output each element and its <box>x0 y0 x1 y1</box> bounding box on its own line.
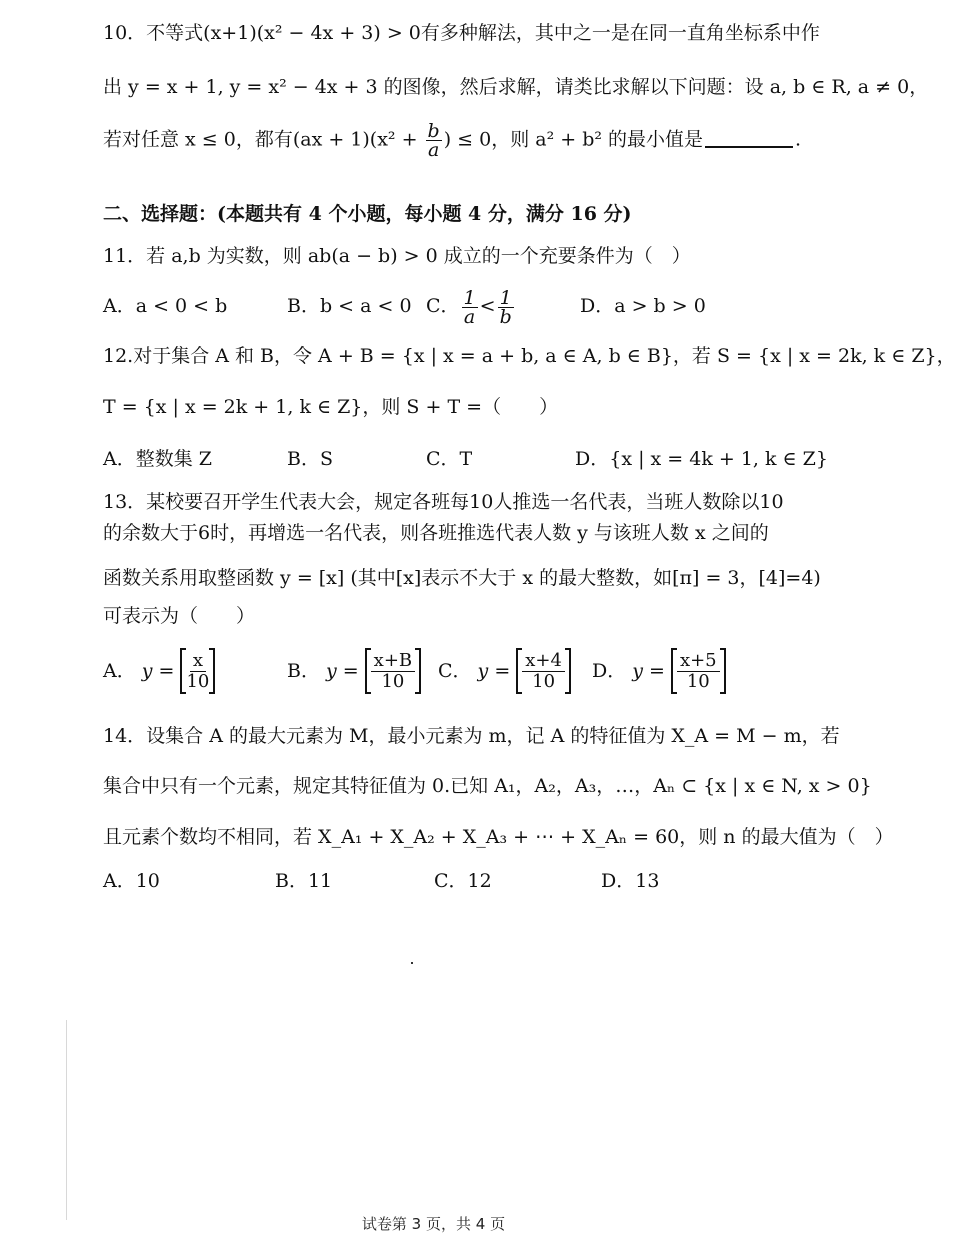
q13-option-d-num: x+5 <box>677 651 720 672</box>
q14-option-a[interactable]: A．10 <box>103 870 160 892</box>
q13-line-3: 函数关系用取整函数 y = [x] (其中[x]表示不大于 x 的最大整数，如[π] = 3，[4]=4) <box>103 567 821 589</box>
page-footer: 试卷第 3 页，共 4 页 <box>361 1215 506 1233</box>
q12-line-2: T = {x | x = 2k + 1, k ∈ Z}，则 S + T =（ ） <box>103 396 559 418</box>
q10-fraction-den: a <box>427 139 440 161</box>
q14-line-3: 且元素个数均不相同，若 X_A₁ + X_A₂ + X_A₃ + ⋯ + X_Aₙ = 60，则 n 的最大值为（ ） <box>103 826 894 848</box>
q10-line-3 <box>103 122 807 159</box>
q11-option-a[interactable]: A．a < 0 < b <box>103 295 228 317</box>
floor-bracket <box>516 648 571 694</box>
q13-line-1: 13．某校要召开学生代表大会，规定各班每10人推选一名代表，当班人数除以10 <box>103 491 784 513</box>
q13-option-c-pre: y = <box>477 660 511 682</box>
margin-rule <box>66 1020 67 1220</box>
q12-option-a[interactable]: A．整数集 Z <box>103 448 212 470</box>
q11-option-c-op: < <box>479 295 496 317</box>
q10-line-3-pre: 若对任意 x ≤ 0，都有(ax + 1)(x² + <box>103 128 424 151</box>
q13-option-d-den: 10 <box>686 670 710 692</box>
q13-option-b-num: x+B <box>371 651 415 672</box>
q13-line-4: 可表示为（ ） <box>103 605 256 627</box>
q14-option-b[interactable]: B．11 <box>275 870 333 892</box>
q13-line-2: 的余数大于6时，再增选一名代表，则各班推选代表人数 y 与该班人数 x 之间的 <box>103 522 769 544</box>
q14-line-1: 14．设集合 A 的最大元素为 M，最小元素为 m，记 A 的特征值为 X_A = M − m，若 <box>103 725 840 747</box>
q13-option-a-num: x <box>190 651 206 672</box>
q13-option-a-pre: y = <box>141 660 175 682</box>
q13-option-d-pre: y = <box>632 660 665 682</box>
q12-option-b[interactable]: B．S <box>287 448 333 470</box>
q12-option-d[interactable]: D．{x | x = 4k + 1, k ∈ Z} <box>575 448 828 470</box>
q13-option-a-den: 10 <box>186 670 210 692</box>
q11-option-c-left-num: 1 <box>463 286 476 309</box>
q11-option-c-right-frac <box>498 286 514 328</box>
q11-option-c-label: C． <box>426 295 460 317</box>
q10-line-3-end: . <box>795 128 802 151</box>
q12-option-c[interactable]: C．T <box>426 448 473 470</box>
q11-stem: 11．若 a,b 为实数，则 ab(a − b) > 0 成立的一个充要条件为（ ） <box>103 245 691 267</box>
q13-option-a[interactable] <box>103 648 215 694</box>
q11-option-b[interactable]: B．b < a < 0 <box>287 295 412 317</box>
q13-option-c-den: 10 <box>532 670 556 692</box>
q10-line-2: 出 y = x + 1, y = x² − 4x + 3 的图像，然后求解，请类比求解以下问题：设 a, b ∈ R, a ≠ 0， <box>103 76 929 98</box>
q13-option-c[interactable] <box>438 648 571 694</box>
q10-fraction <box>426 122 442 159</box>
q14-option-c[interactable]: C．12 <box>434 870 492 892</box>
floor-bracket <box>671 648 726 694</box>
answer-blank[interactable] <box>705 128 793 148</box>
q13-option-b-pre: y = <box>325 660 359 682</box>
q11-option-c-right-den: b <box>499 305 512 328</box>
q13-option-c-num: x+4 <box>522 651 565 672</box>
q11-option-c-right-num: 1 <box>499 286 512 309</box>
scan-speck <box>411 962 413 964</box>
floor-bracket <box>365 648 421 694</box>
section-2-heading: 二、选择题：(本题共有 4 个小题，每小题 4 分，满分 16 分) <box>103 203 632 225</box>
q10-line-3-post: ) ≤ 0，则 a² + b² 的最小值是 <box>443 128 704 151</box>
q13-option-d-label: D． <box>592 660 627 682</box>
q13-option-b-label: B． <box>287 660 320 682</box>
q11-option-c[interactable] <box>426 284 516 328</box>
floor-bracket <box>180 648 215 694</box>
q12-line-1: 12.对于集合 A 和 B，令 A + B = {x | x = a + b, a ∈ A, b ∈ B}，若 S = {x | x = 2k, k ∈ Z}， <box>103 345 956 367</box>
q13-option-d[interactable] <box>592 648 726 694</box>
q11-option-c-left-frac <box>462 286 478 328</box>
q13-option-b[interactable] <box>287 648 421 694</box>
q14-line-2: 集合中只有一个元素，规定其特征值为 0.已知 A₁，A₂，A₃，…，Aₙ ⊂ {x | x ∈ N, x > 0} <box>103 775 872 797</box>
q10-line-1: 10．不等式(x+1)(x² − 4x + 3) > 0有多种解法，其中之一是在同一直角坐标系中作 <box>103 22 820 44</box>
q11-option-c-left-den: a <box>463 305 476 328</box>
q13-option-a-label: A． <box>103 660 136 682</box>
q13-option-b-den: 10 <box>381 670 405 692</box>
q11-option-d[interactable]: D．a > b > 0 <box>580 295 706 317</box>
q10-fraction-num: b <box>427 120 440 142</box>
q14-option-d[interactable]: D．13 <box>601 870 660 892</box>
q13-option-c-label: C． <box>438 660 472 682</box>
